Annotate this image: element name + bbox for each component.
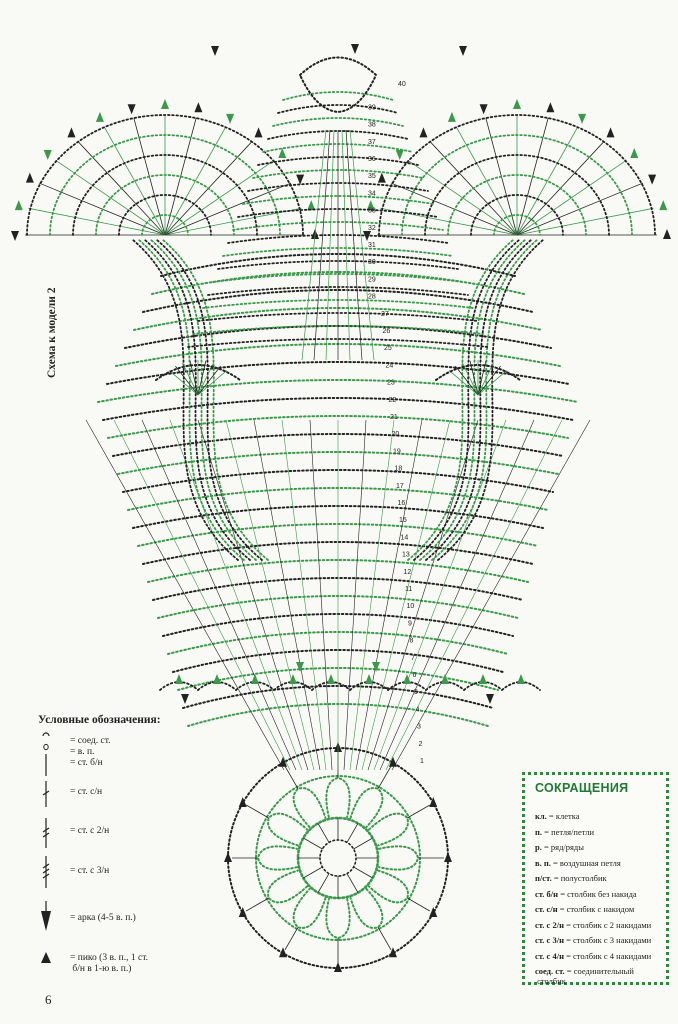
arm-fan-stitch <box>462 363 478 395</box>
row-number-label: 11 <box>405 586 413 593</box>
motif-spoke <box>354 867 373 878</box>
abbreviation-term: р. <box>535 842 542 852</box>
abbreviations-box <box>522 772 669 985</box>
row-number-label: 34 <box>368 190 376 198</box>
abbreviation-term: кл. <box>535 811 547 821</box>
abbreviation-meaning: = столбик с 3 накидами <box>563 935 652 945</box>
row-number-label: 38 <box>368 121 376 129</box>
abbreviation-meaning: = ряд/ряды <box>541 842 584 852</box>
picot-mark <box>224 852 232 862</box>
abbreviation-meaning: = соединительный столбик <box>537 966 634 986</box>
abbreviation-meaning: = воздушная петля <box>550 857 621 868</box>
arch-mark <box>296 662 304 672</box>
picot-mark <box>578 114 586 124</box>
picot-mark <box>396 150 404 160</box>
picot-mark <box>659 200 667 210</box>
picot-mark <box>365 674 373 684</box>
abbreviation-meaning: = столбик с 2 накидами <box>563 919 652 930</box>
motif-spoke <box>347 874 358 893</box>
row-number-label: 39 <box>368 104 376 112</box>
body-stitch-column <box>350 420 394 770</box>
picot-mark <box>429 907 437 917</box>
picot-mark <box>378 173 386 183</box>
body-stitch-column <box>362 420 450 770</box>
arch-mark <box>486 694 494 704</box>
abbreviation-item <box>535 904 634 914</box>
center-column-row <box>273 118 403 126</box>
row-number-label: 6 <box>412 672 417 679</box>
motif-spoke <box>347 823 358 842</box>
abbreviation-term: ст. с/н <box>535 904 558 914</box>
arch-mark <box>181 694 189 704</box>
arm-curve <box>438 240 543 560</box>
arm-curve <box>133 240 238 560</box>
motif-spoke <box>354 838 373 849</box>
arch-mark <box>211 46 219 56</box>
picot-mark <box>194 102 202 112</box>
motif-spoke <box>318 823 329 842</box>
abbreviation-term: п/ст. <box>535 873 552 883</box>
legend-item-label: = ст. с 3/н <box>70 866 110 876</box>
picot-mark <box>128 104 136 114</box>
row-number-label: 26 <box>382 328 391 335</box>
row-number-label: 30 <box>368 259 376 267</box>
top-fan-stitch <box>165 183 291 235</box>
row-number-label: 14 <box>400 534 409 542</box>
abbreviation-item <box>535 827 594 837</box>
row-number-label: 32 <box>368 224 376 232</box>
picot-mark <box>448 112 456 122</box>
motif-stitch <box>407 805 430 818</box>
picot-mark <box>255 127 263 137</box>
row-number-label: 20 <box>391 431 400 439</box>
motif-stitch <box>407 898 430 911</box>
abbreviation-item <box>535 951 651 961</box>
picot-mark <box>226 114 234 124</box>
abbreviation-term: ст. с 3/н <box>535 935 564 945</box>
body-stitch-column <box>282 420 326 770</box>
row-number-label: 31 <box>368 242 376 249</box>
row-number-label: 23 <box>387 379 395 387</box>
motif-spoke <box>303 838 322 849</box>
abbreviation-term: ст. б/н <box>535 888 559 899</box>
row-number-label: 22 <box>388 396 397 404</box>
motif-outer-ring <box>228 748 448 968</box>
row-number-label: 5 <box>414 689 418 697</box>
motif-petal <box>379 846 418 869</box>
arch-mark <box>459 46 467 56</box>
abbreviation-meaning: = полустолбик <box>551 873 607 883</box>
legend-item-label: = соед. ст. = в. п. <box>70 736 111 757</box>
picot-mark <box>161 99 169 109</box>
motif-petal <box>326 778 349 817</box>
center-column-row <box>283 92 393 100</box>
motif-core-ring <box>320 840 356 876</box>
row-number-label: 9 <box>408 620 412 628</box>
row-number-label: 12 <box>403 568 412 576</box>
row-number-label: 25 <box>384 345 392 353</box>
picot-mark <box>15 200 23 210</box>
arm-fan-stitch <box>198 363 214 395</box>
abbreviation-meaning: = столбик с накидом <box>557 904 635 914</box>
motif-stitch <box>285 927 298 950</box>
row-number-label: 15 <box>399 517 407 525</box>
picot-mark <box>296 175 304 185</box>
row-number-label: 1 <box>420 758 424 765</box>
abbreviation-meaning: = петля/петли <box>542 826 595 837</box>
abbreviation-item <box>535 935 651 945</box>
abbreviation-item <box>535 889 637 899</box>
legend-item-label: = ст. с/н <box>70 787 103 797</box>
row-number-label: 13 <box>402 551 410 559</box>
row-number-label: 28 <box>368 293 376 301</box>
abbreviation-item <box>535 873 607 883</box>
picot-mark <box>513 99 521 109</box>
picot-mark <box>327 674 335 684</box>
arm-curve <box>414 240 519 560</box>
row-number-label: 16 <box>397 500 406 507</box>
row-number-label: 33 <box>368 207 376 215</box>
top-center-loop <box>300 58 376 113</box>
picot-mark <box>607 127 615 137</box>
row-number-label: 17 <box>396 482 404 490</box>
body-stitch-column <box>310 420 332 770</box>
picot-mark <box>517 674 525 684</box>
row-number-label: 24 <box>385 362 394 370</box>
legend-item-label: = пико (3 в. п., 1 ст. б/н в 1-ю в. п.) <box>70 953 149 974</box>
motif-petal <box>326 899 349 938</box>
abbreviation-item <box>535 858 621 868</box>
motif-petal <box>369 871 408 903</box>
double-crochet-icon <box>40 779 54 813</box>
abbreviation-meaning: = клетка <box>546 811 580 821</box>
abbreviation-item <box>535 920 651 930</box>
row-number-label: 37 <box>368 138 376 146</box>
body-stitch-column <box>344 420 366 770</box>
treble-crochet-icon <box>40 816 54 854</box>
row-number-label: 40 <box>398 81 406 88</box>
row-number-label: 21 <box>390 414 398 421</box>
picot-mark <box>546 102 554 112</box>
abbreviation-term: п. <box>535 826 543 837</box>
motif-stitch <box>246 805 269 818</box>
picot-mark <box>44 150 52 160</box>
abbreviation-term: в. п. <box>535 857 551 868</box>
top-fan-stitch <box>104 127 165 235</box>
single-crochet-icon <box>40 752 54 782</box>
picot-mark <box>419 127 427 137</box>
top-fan-stitch <box>517 183 643 235</box>
motif-stitch <box>378 927 391 950</box>
row-number-label: 8 <box>409 637 414 645</box>
abbreviation-term: соед. ст. <box>535 966 565 976</box>
arm-curve <box>151 240 256 560</box>
abbreviation-item <box>535 811 579 821</box>
body-stitch-column <box>368 420 478 770</box>
abbreviations-title: СОКРАЩЕНИЯ <box>535 781 629 795</box>
picot-mark <box>96 112 104 122</box>
motif-spoke <box>318 874 329 893</box>
picot-icon <box>40 951 54 969</box>
arm-curve <box>420 240 525 560</box>
legend-item-label: = ст. с 2/н <box>70 826 110 836</box>
row-number-label: 18 <box>394 465 403 473</box>
page-number: 6 <box>45 992 52 1007</box>
picot-mark <box>479 674 487 684</box>
row-number-label: 27 <box>381 310 389 318</box>
row-number-label: 10 <box>406 603 415 611</box>
abbreviation-meaning: = столбик без накида <box>558 888 637 899</box>
picot-mark <box>26 173 34 183</box>
arm-curve <box>157 240 262 560</box>
picot-mark <box>663 229 671 239</box>
arch-mark <box>351 44 359 54</box>
motif-stitch <box>246 898 269 911</box>
abbreviation-term: ст. с 2/н <box>535 919 564 930</box>
picot-mark <box>11 231 19 241</box>
arch-icon <box>40 899 54 937</box>
picot-mark <box>175 674 183 684</box>
row-number-label: 19 <box>393 448 401 456</box>
row-number-label: 35 <box>368 173 376 181</box>
row-number-label: 4 <box>415 706 420 714</box>
motif-ring <box>256 776 420 940</box>
picot-mark <box>630 148 638 158</box>
abbreviation-meaning: = столбик с 4 накидами <box>563 950 652 961</box>
triple-treble-icon <box>40 854 54 894</box>
scheme-title-text: Схема к модели 2 <box>46 287 58 378</box>
legend-item-label: = ст. б/н <box>70 758 103 768</box>
legend <box>38 714 198 726</box>
motif-spoke <box>303 867 322 878</box>
picot-mark <box>648 175 656 185</box>
top-fan-stitch <box>456 127 517 235</box>
abbreviation-item <box>535 842 584 852</box>
arch-mark <box>372 662 380 672</box>
abbreviation-item <box>535 966 634 986</box>
picot-mark <box>444 852 452 862</box>
legend-title: Условные обозначения: <box>38 714 161 726</box>
row-number-label: 7 <box>411 654 415 662</box>
row-number-label: 3 <box>417 723 421 731</box>
abbreviation-term: ст. с 4/н <box>535 950 564 961</box>
picot-mark <box>480 104 488 114</box>
motif-petal <box>258 846 297 869</box>
picot-mark <box>67 127 75 137</box>
row-number-label: 2 <box>418 740 423 748</box>
row-number-label: 36 <box>368 156 376 163</box>
picot-mark <box>251 674 259 684</box>
row-number-label: 29 <box>368 276 376 284</box>
legend-item-label: = арка (4-5 в. п.) <box>70 913 136 923</box>
